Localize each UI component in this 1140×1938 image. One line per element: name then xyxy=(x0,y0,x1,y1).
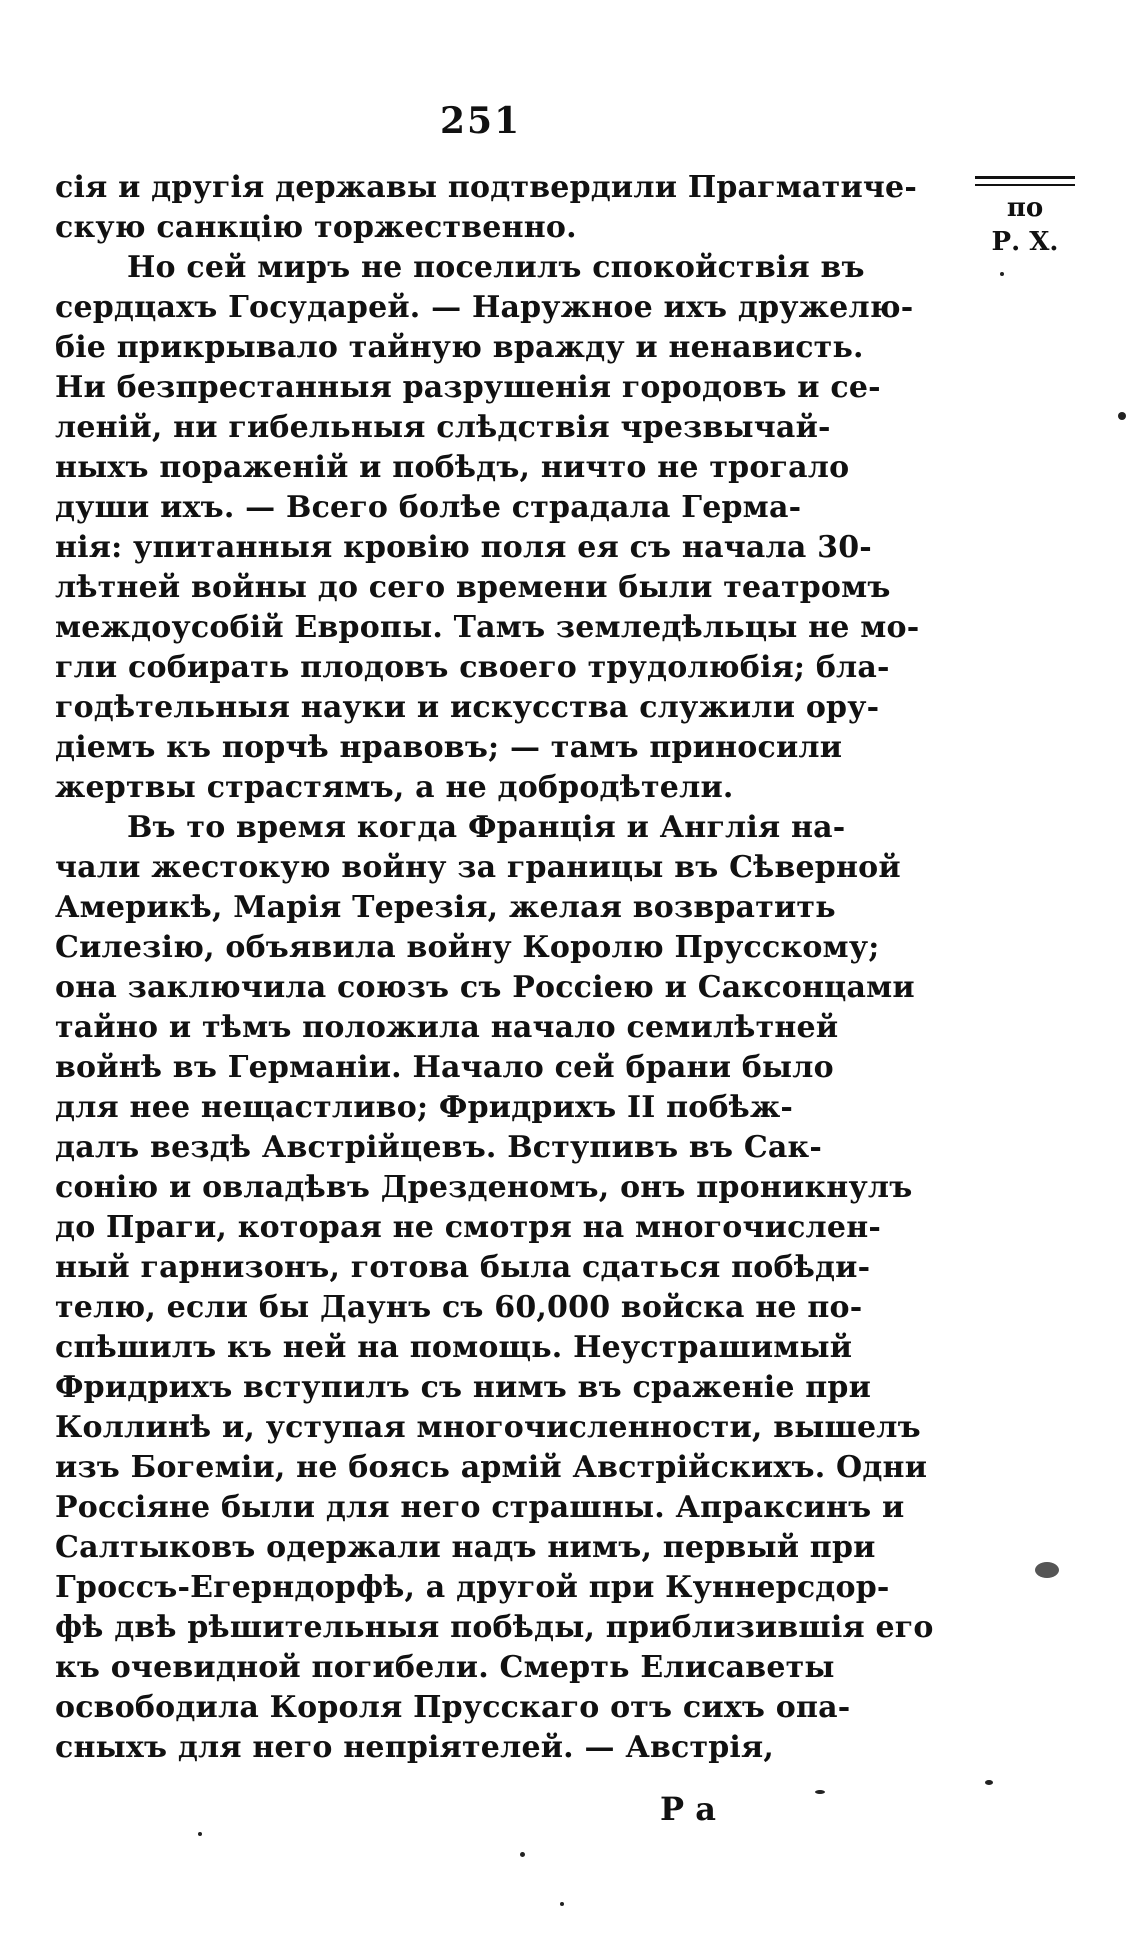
text-line: далъ вездѣ Австрійцевъ. Вступивъ въ Сак- xyxy=(55,1130,823,1165)
ink-speck xyxy=(815,1790,825,1794)
text-line: скую санкцію торжественно. xyxy=(55,210,577,245)
text-line: ный гарнизонъ, готова была сдаться побѣди- xyxy=(55,1250,871,1285)
text-line: лѣтней войны до сего времени были театромъ xyxy=(55,570,891,605)
margin-rule xyxy=(975,176,1075,179)
margin-note xyxy=(970,176,1080,259)
text-line: Коллинѣ и, уступая многочисленности, вышелъ xyxy=(55,1410,921,1445)
text-line: біе прикрывало тайную вражду и ненависть. xyxy=(55,330,864,365)
text-line: фѣ двѣ рѣшительныя побѣды, приблизившія его xyxy=(55,1610,934,1645)
text-line: освободила Короля Прусскаго отъ сихъ опа- xyxy=(55,1690,851,1725)
text-line: жертвы страстямъ, а не добродѣтели. xyxy=(55,770,734,805)
ink-speck xyxy=(560,1902,564,1906)
text-line: леній, ни гибельныя слѣдствія чрезвычай- xyxy=(55,410,831,445)
text-line: до Праги, которая не смотря на многочислен- xyxy=(55,1210,881,1245)
ink-speck xyxy=(985,1780,993,1785)
text-line: Но сей миръ не поселилъ спокойствія въ xyxy=(127,250,865,285)
text-line: къ очевидной погибели. Смерть Елисаветы xyxy=(55,1650,835,1685)
text-line: Фридрихъ вступилъ съ нимъ въ сраженіе при xyxy=(55,1370,872,1405)
text-line: для нее нещастливо; Фридрихъ II побѣж- xyxy=(55,1090,794,1125)
text-line: изъ Богеміи, не боясь армій Австрійскихъ. Одни xyxy=(55,1450,928,1485)
text-line: сныхъ для него непріятелей. — Австрія, xyxy=(55,1730,775,1765)
text-line: сердцахъ Государей. — Наружное ихъ дружелю- xyxy=(55,290,914,325)
text-line: Россіяне были для него страшны. Апраксинъ и xyxy=(55,1490,905,1525)
text-line: Силезію, объявила войну Королю Прусскому; xyxy=(55,930,880,965)
text-line: гли собирать плодовъ своего трудолюбія; бла- xyxy=(55,650,890,685)
ink-speck xyxy=(1035,1562,1059,1578)
text-line: спѣшилъ къ ней на помощь. Неустрашимый xyxy=(55,1330,853,1365)
margin-note-line1: по xyxy=(1006,193,1044,223)
text-line: телю, если бы Даунъ съ 60,000 войска не по- xyxy=(55,1290,863,1325)
ink-speck xyxy=(520,1852,525,1857)
page-number: 251 xyxy=(440,100,522,142)
ink-speck xyxy=(1118,412,1126,420)
text-line: сонію и овладѣвъ Дрезденомъ, онъ проникнулъ xyxy=(55,1170,913,1205)
text-line: чали жестокую войну за границы въ Сѣверной xyxy=(55,850,901,885)
text-line: Гроссъ-Егерндорфѣ, а другой при Куннерсдор- xyxy=(55,1570,890,1605)
ink-speck xyxy=(198,1832,202,1836)
text-line: сія и другія державы подтвердили Прагматиче- xyxy=(55,170,917,205)
text-line: ныхъ пораженій и побѣдъ, ничто не трогало xyxy=(55,450,850,485)
text-line: годѣтельныя науки и искусства служили ору- xyxy=(55,690,880,725)
text-line: діемъ къ порчѣ нравовъ; — тамъ приносили xyxy=(55,730,843,765)
text-line: Америкѣ, Марія Терезія, желая возвратить xyxy=(55,890,836,925)
text-line: Въ то время когда Франція и Англія на- xyxy=(127,810,846,845)
text-line: Ни безпрестанныя разрушенія городовъ и се- xyxy=(55,370,881,405)
text-line: войнѣ въ Германіи. Начало сей брани было xyxy=(55,1050,834,1085)
text-line: она заключила союзъ съ Россіею и Саксонцами xyxy=(55,970,915,1005)
text-line: нія: упитанныя кровію поля ея съ начала 30- xyxy=(55,530,872,565)
margin-note-line2: Р. Х. xyxy=(991,227,1059,257)
body-text xyxy=(55,168,945,1768)
text-line: междоусобій Европы. Тамъ земледѣльцы не мо- xyxy=(55,610,920,645)
text-line: Салтыковъ одержали надъ нимъ, первый при xyxy=(55,1530,876,1565)
margin-rule xyxy=(975,184,1075,186)
catchword: P a xyxy=(660,1790,716,1828)
text-line: тайно и тѣмъ положила начало семилѣтней xyxy=(55,1010,839,1045)
ink-speck xyxy=(1000,272,1004,276)
text-line: души ихъ. — Всего болѣе страдала Герма- xyxy=(55,490,802,525)
